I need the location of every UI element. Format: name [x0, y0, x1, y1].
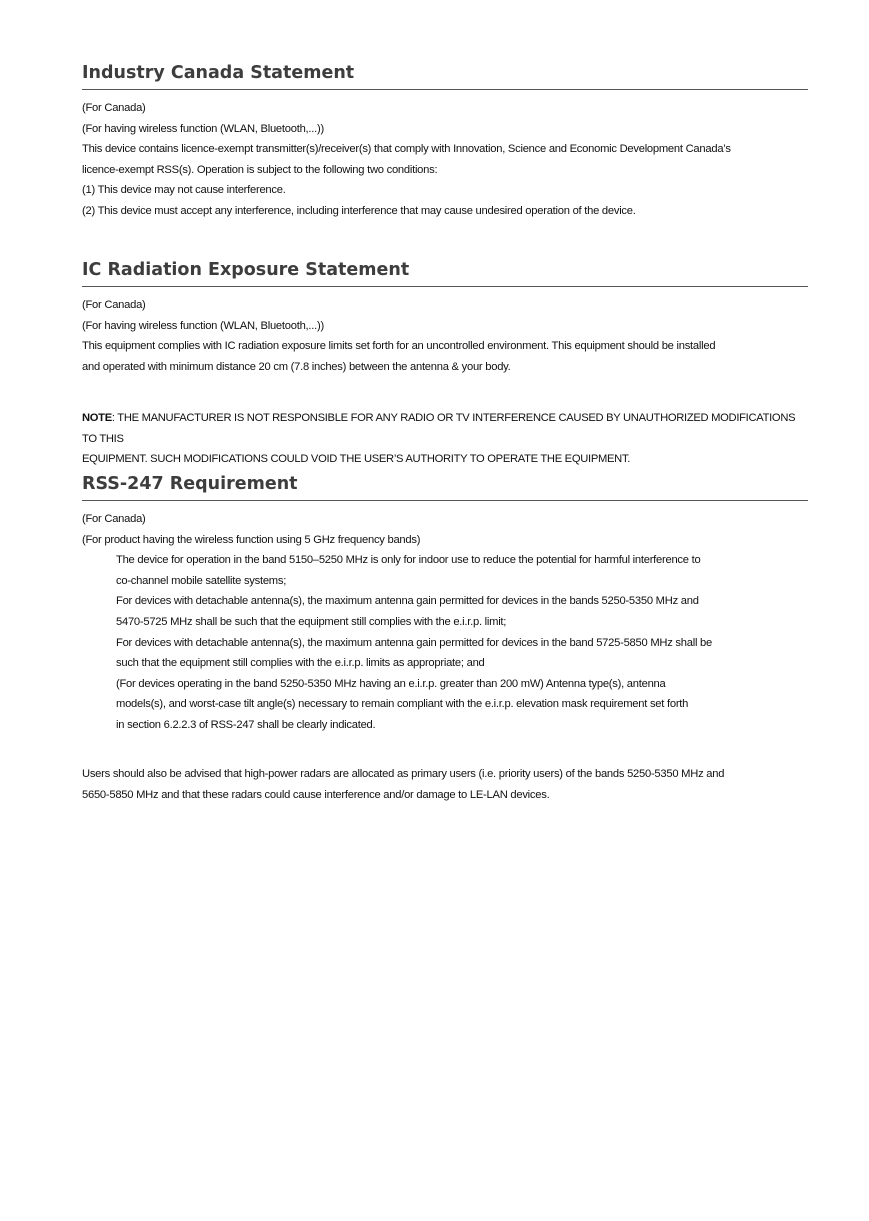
body-line: (For Canada)	[82, 513, 146, 525]
rss-247-heading: RSS-247 Requirement	[82, 474, 298, 494]
radar-users-paragraph	[82, 764, 808, 805]
body-line: (For Canada)	[82, 299, 146, 311]
note-label: NOTE	[82, 412, 112, 424]
industry-canada-section	[82, 62, 808, 222]
body-line: (For having wireless function (WLAN, Bluetooth,...))	[82, 319, 324, 332]
body-line: (2) This device must accept any interference, including interference that may cause undesired operation of the device.	[82, 204, 636, 217]
requirement-line: such that the equipment still complies with the e.i.r.p. limits as appropriate; and	[116, 657, 485, 670]
note-text: : THE MANUFACTURER IS NOT RESPONSIBLE FOR ANY RADIO OR TV INTERFERENCE CAUSED BY UNAUTHORIZED MODIFICATIONS TO THIS	[82, 412, 796, 445]
requirement-line: For devices with detachable antenna(s), the maximum antenna gain permitted for devices in the band 5725-5850 MHz shall be	[116, 636, 712, 649]
note-line-2: EQUIPMENT. SUCH MODIFICATIONS COULD VOID THE USER’S AUTHORITY TO OPERATE THE EQUIPMENT.	[82, 453, 631, 466]
body-line: This device contains licence-exempt transmitter(s)/receiver(s) that comply with Innovation, Science and Economic Development Canada’s	[82, 143, 731, 156]
body-line: (For having wireless function (WLAN, Bluetooth,...))	[82, 122, 324, 135]
heading-rule	[82, 286, 808, 287]
industry-canada-heading: Industry Canada Statement	[82, 63, 355, 83]
heading-rule	[82, 500, 808, 501]
industry-canada-body	[82, 98, 808, 222]
requirement-line: (For devices operating in the band 5250-5350 MHz having an e.i.r.p. greater than 200 mW) Antenna type(s), antenna	[116, 677, 666, 690]
rss-247-body	[82, 509, 808, 736]
body-line: (1) This device may not cause interference.	[82, 184, 286, 197]
requirement-line: in section 6.2.2.3 of RSS-247 shall be clearly indicated.	[116, 718, 376, 731]
ic-radiation-body	[82, 295, 808, 377]
rss-requirements-list	[82, 550, 808, 735]
heading-rule	[82, 89, 808, 90]
body-line: licence-exempt RSS(s). Operation is subject to the following two conditions:	[82, 163, 438, 176]
body-line: This equipment complies with IC radiation exposure limits set forth for an uncontrolled environment. This equipment should be installed	[82, 340, 716, 353]
rss-247-section	[82, 473, 808, 736]
body-line: (For product having the wireless function using 5 GHz frequency bands)	[82, 533, 421, 546]
ic-radiation-heading: IC Radiation Exposure Statement	[82, 260, 410, 280]
ic-radiation-section	[82, 259, 808, 377]
note-line-1	[82, 408, 808, 449]
body-line: and operated with minimum distance 20 cm (7.8 inches) between the antenna & your body.	[82, 360, 511, 373]
body-line: 5650-5850 MHz and that these radars could cause interference and/or damage to LE-LAN devices.	[82, 788, 550, 801]
manufacturer-note	[82, 408, 808, 470]
body-line: (For Canada)	[82, 102, 146, 114]
requirement-line: co-channel mobile satellite systems;	[116, 574, 287, 587]
body-line: Users should also be advised that high-power radars are allocated as primary users (i.e. priority users) of the bands 5250-5350 MHz and	[82, 768, 725, 780]
requirement-line: models(s), and worst-case tilt angle(s) necessary to remain compliant with the e.i.r.p. elevation mask requirement set forth	[116, 698, 689, 711]
requirement-line: For devices with detachable antenna(s), the maximum antenna gain permitted for devices in the bands 5250-5350 MHz and	[116, 595, 699, 608]
requirement-line: The device for operation in the band 5150–5250 MHz is only for indoor use to reduce the potential for harmful interference to	[116, 554, 701, 567]
requirement-line: 5470-5725 MHz shall be such that the equipment still complies with the e.i.r.p. limit;	[116, 615, 507, 628]
